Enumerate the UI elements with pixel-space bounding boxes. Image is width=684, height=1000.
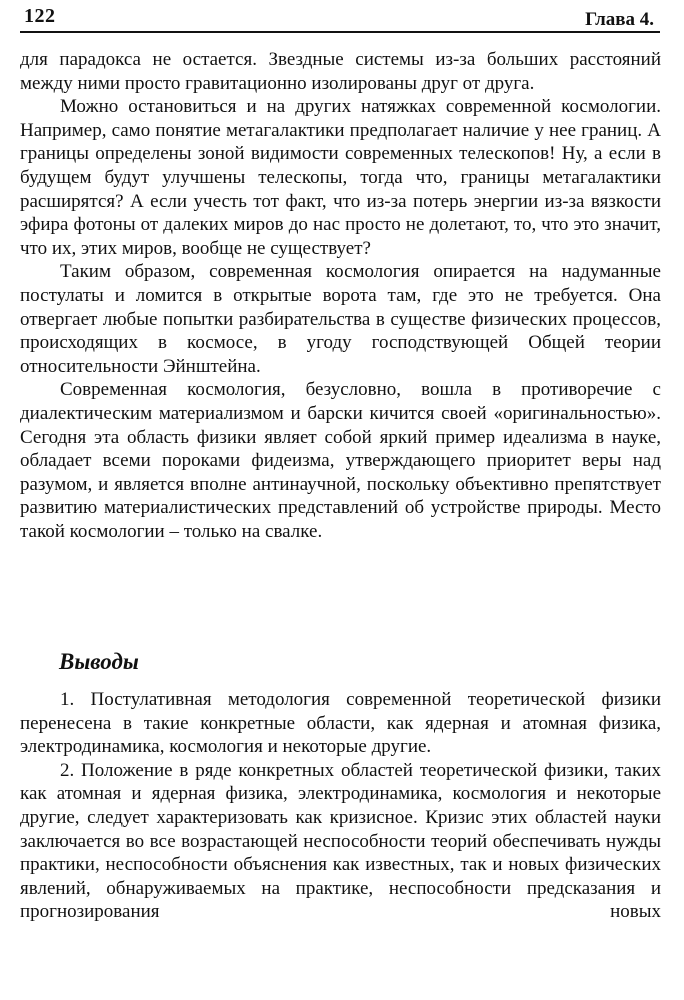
section-heading: Выводы xyxy=(59,649,139,674)
paragraph: Таким образом, современная космология опирается на надуманные постулаты и ломится в открытые ворота там, где это не требуется. Она отвергает любые попытки разбирательства в существе физических процессов, происходящих в космосе, в угоду господствующей Общей теории относительности Эйнштейна. xyxy=(20,261,661,377)
header-rule xyxy=(20,31,660,33)
page-header xyxy=(20,4,660,34)
chapter-label: Глава 4. xyxy=(585,9,654,30)
body-text xyxy=(20,48,661,543)
page-number: 122 xyxy=(24,5,56,27)
conclusion-item: 1. Постулативная методология современной теоретической физики перенесена в такие конкретные области, как ядерная и атомная физика, электродинамика, космология и некоторые другие. xyxy=(20,689,661,758)
paragraph-continued: для парадокса не остается. Звездные системы из-за больших расстояний между ними просто гравитационно изолированы друг от друга. xyxy=(20,49,661,94)
paragraph: Можно остановиться и на других натяжках современной космологии. Например, само понятие метагалактики предполагает наличие у нее границ. А границы определены зоной видимости современных телескопов! Ну, а если в будущем будут улучшены телескопы, тогда что, границы метагалактики расширятся? А если учесть тот факт, что из-за потерь энергии из-за вязкости эфира фотоны от далеких миров до нас просто не долетают, то, что это значит, что их, этих миров, вообще не существует? xyxy=(20,96,661,259)
conclusion-item: 2. Положение в ряде конкретных областей теоретической физики, таких как атомная и ядерная физика, электродинамика, космология и некоторые другие, следует характеризовать как кризисное. Кризис этих областей науки заключается во все возрастающей неспособности теорий обеспечивать нужды практики, неспособности объяснения как известных, так и новых физических явлений, обнаруживаемых на практике, неспособности предсказания и прогнозирования новых xyxy=(20,759,661,923)
paragraph: Современная космология, безусловно, вошла в противоречие с диалектическим материализмом и барски кичится своей «оригинальностью». Сегодня эта область физики являет собой яркий пример идеализма в науке, обладает всеми пороками фидеизма, утверждающего приоритет веры над разумом, и является вполне антинаучной, поскольку объективно препятствует развитию материалистических представлений об устройстве природы. Место такой космологии – только на свалке. xyxy=(20,379,661,542)
conclusions-list xyxy=(20,688,661,924)
